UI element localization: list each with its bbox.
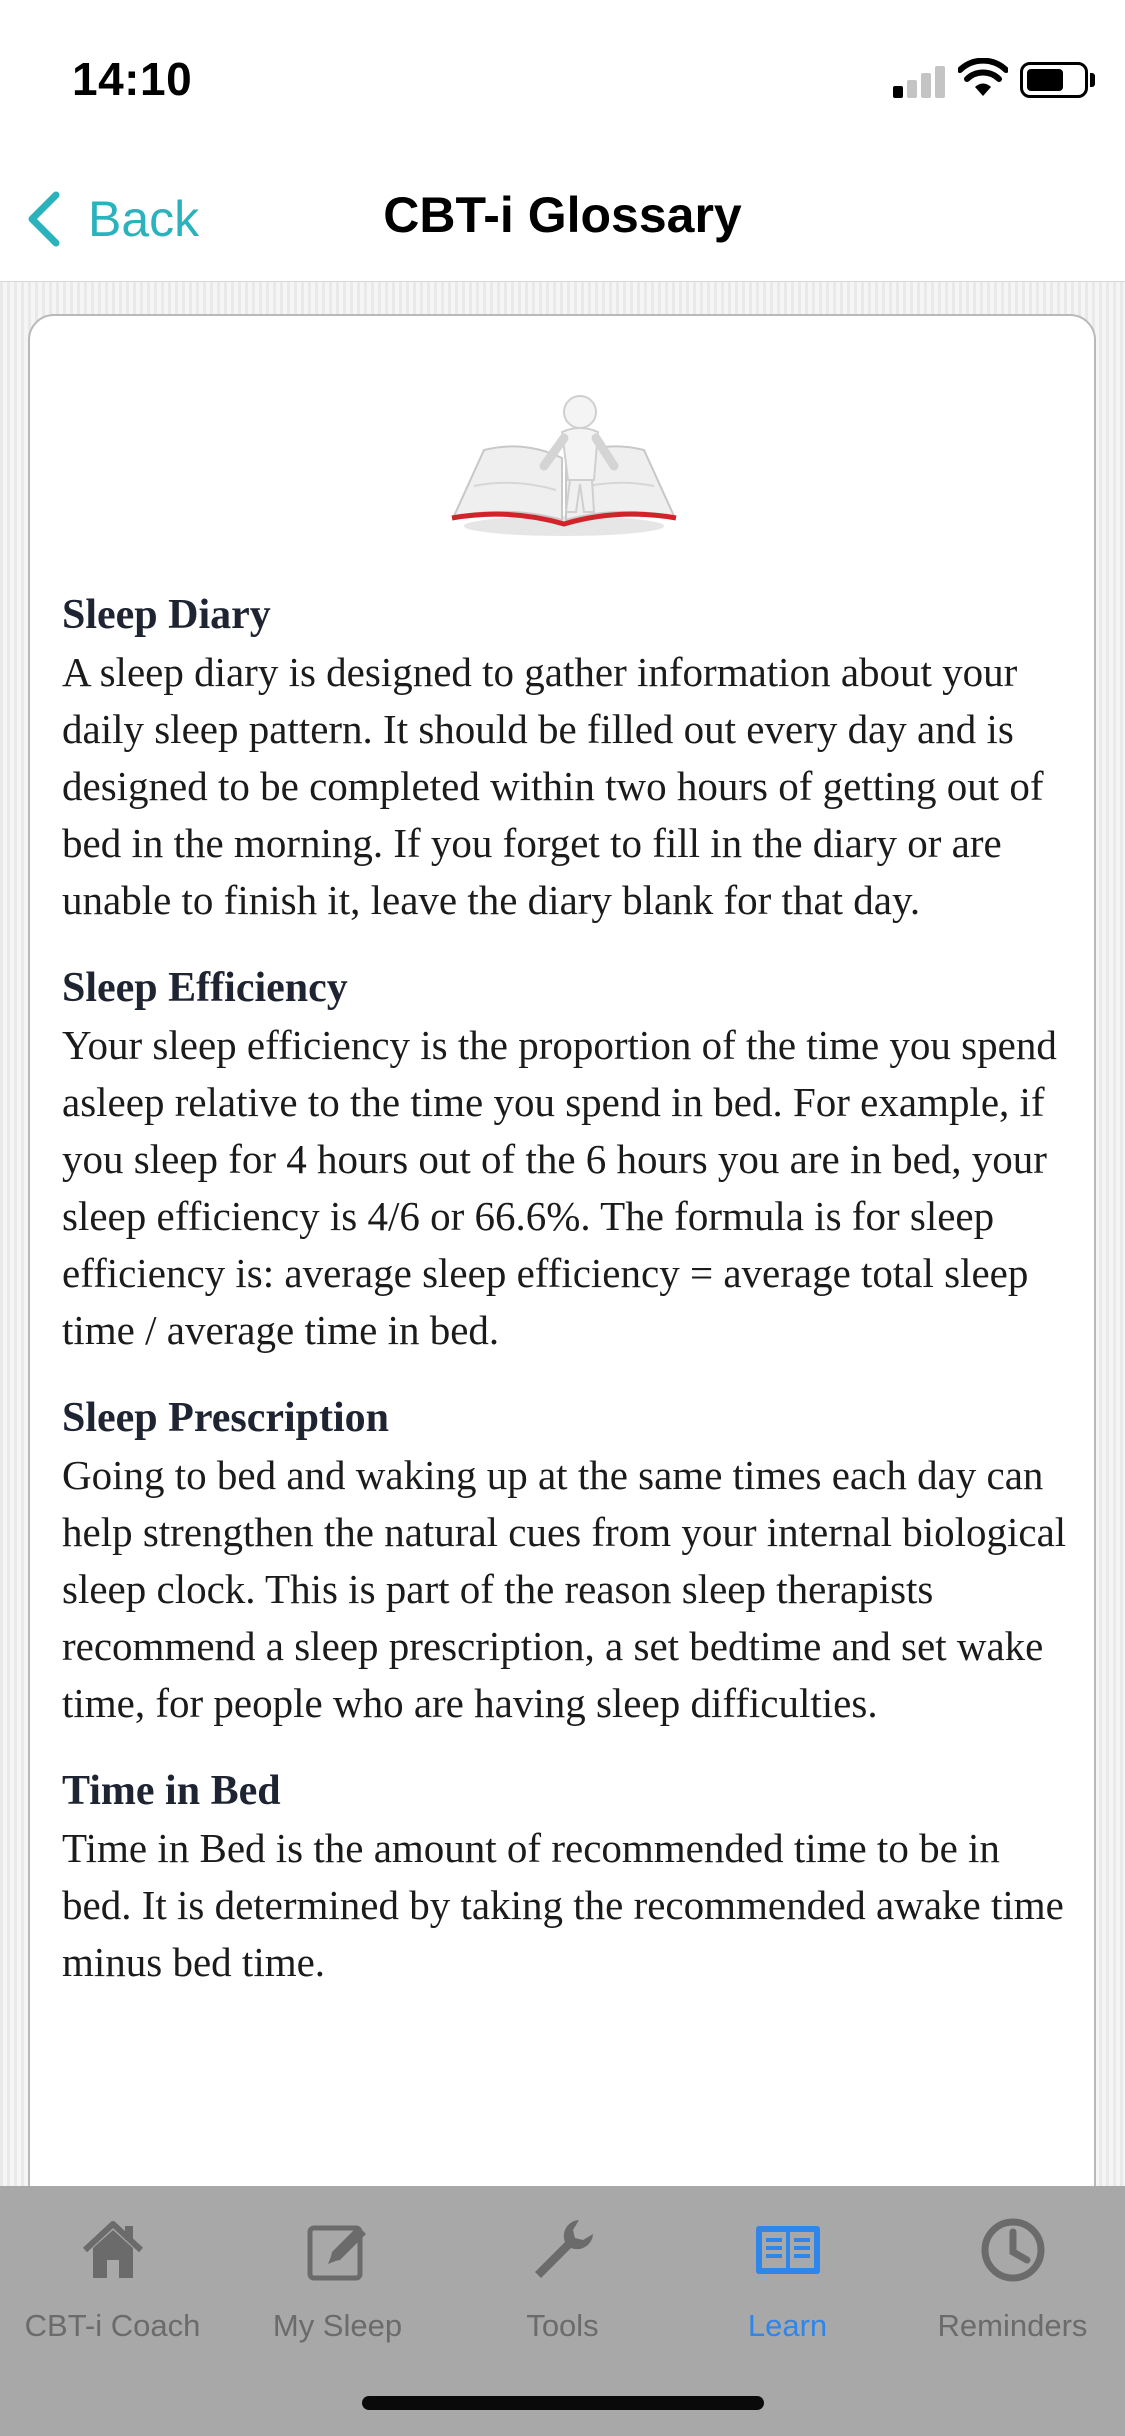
tab-label: My Sleep	[272, 2308, 403, 2343]
status-bar	[0, 0, 1125, 140]
tab-label: Reminders	[937, 2308, 1088, 2343]
tab-reminders[interactable]	[900, 2214, 1125, 2364]
glossary-entry-sleep-prescription	[62, 1389, 1072, 1732]
tab-cbt-i-coach[interactable]	[0, 2214, 225, 2364]
home-icon	[77, 2214, 149, 2286]
tab-label: Tools	[526, 2308, 599, 2343]
glossary-card	[28, 314, 1096, 2214]
tab-tools[interactable]	[450, 2214, 675, 2364]
back-label: Back	[88, 191, 200, 247]
entry-title: Time in Bed	[62, 1768, 281, 1814]
wifi-icon	[958, 58, 1008, 98]
navigation-bar	[0, 140, 1125, 282]
edit-icon	[302, 2214, 374, 2286]
tab-label: Learn	[747, 2308, 828, 2343]
wrench-icon	[527, 2214, 599, 2286]
book-icon	[752, 2214, 824, 2286]
entry-body: Going to bed and waking up at the same times each day can help strengthen the natural cues from your internal biological sleep clock. This is part of the reason sleep therapists recommend a sleep prescription, a set bedtime and set wake time, for people who are having sleep difficulties.	[62, 1452, 1067, 1726]
entry-body: Time in Bed is the amount of recommended time to be in bed. It is determined by taking the recommended awake time minus bed time.	[62, 1825, 1064, 1985]
clock-icon	[977, 2214, 1049, 2286]
glossary-entry-time-in-bed	[62, 1762, 1072, 1991]
entry-body: Your sleep efficiency is the proportion of the time you spend asleep relative to the time you spend in bed. For example, if you sleep for 4 hours out of the 6 hours you are in bed, your sleep efficiency is 4/6 or 66.6%. The formula is for sleep efficiency is: average sleep efficiency = average total sleep time / average time in bed.	[62, 1022, 1057, 1353]
status-time: 14:10	[72, 53, 193, 105]
battery-icon	[1020, 62, 1088, 98]
reading-figure-book-icon	[444, 388, 684, 538]
tab-my-sleep[interactable]	[225, 2214, 450, 2364]
glossary-entry-sleep-diary	[62, 586, 1072, 929]
home-indicator[interactable]	[362, 2396, 764, 2410]
glossary-entry-sleep-efficiency	[62, 959, 1072, 1359]
battery-tip	[1090, 73, 1095, 87]
entry-title: Sleep Efficiency	[62, 965, 348, 1011]
entry-title: Sleep Diary	[62, 592, 271, 638]
entry-body: A sleep diary is designed to gather information about your daily sleep pattern. It should be filled out every day and is designed to be completed within two hours of getting out of bed in the morning. If you forget to fill in the diary or are unable to finish it, leave the diary blank for that day.	[62, 649, 1044, 923]
cellular-signal-icon	[893, 64, 945, 98]
glossary-list	[62, 586, 1072, 2021]
content-area[interactable]	[0, 282, 1125, 2186]
tab-learn[interactable]	[675, 2214, 900, 2364]
entry-title: Sleep Prescription	[62, 1395, 390, 1441]
page-title: CBT-i Glossary	[383, 187, 742, 243]
tab-label: CBT-i Coach	[24, 2308, 201, 2343]
